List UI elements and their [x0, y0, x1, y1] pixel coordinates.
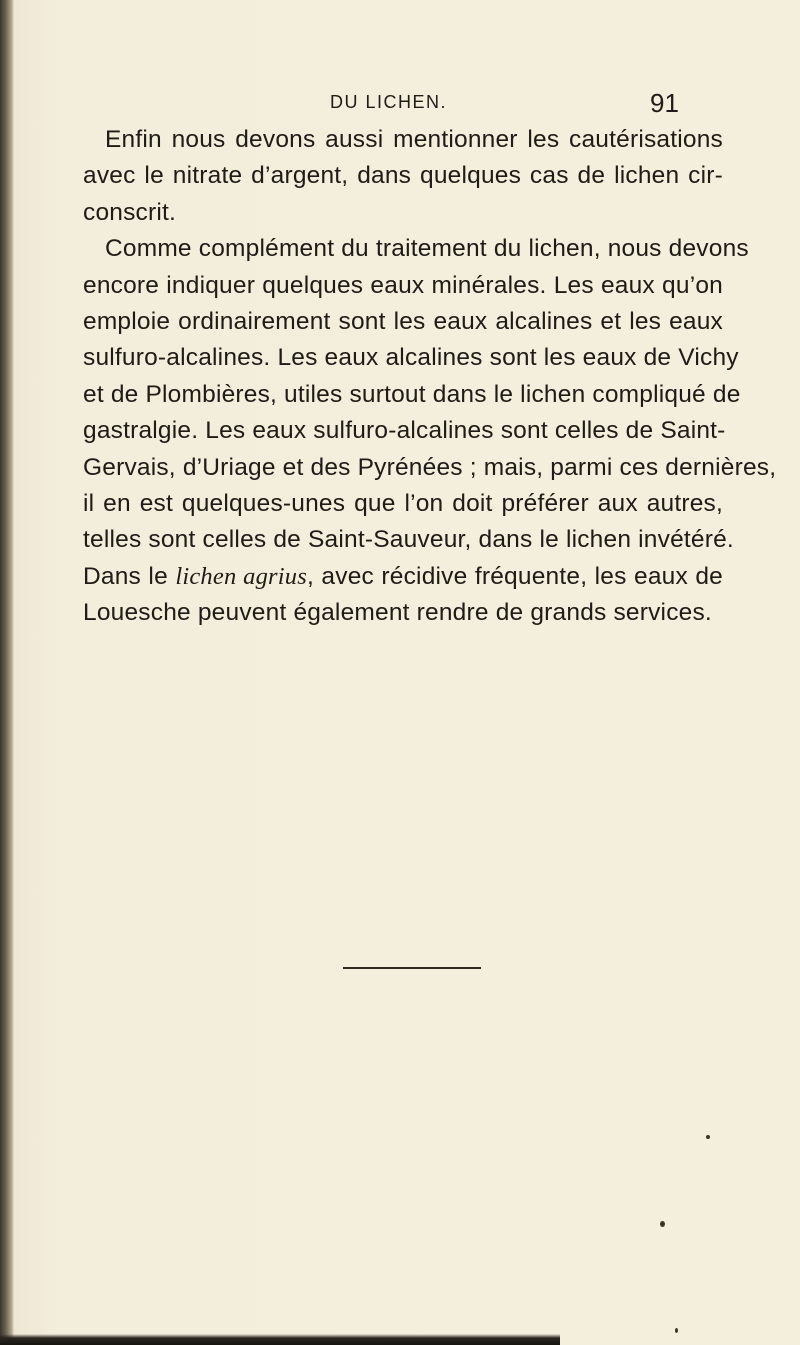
text-segment: Dans le: [83, 562, 176, 590]
running-title: DU LICHEN.: [330, 92, 448, 112]
text-line: et de Plombières, utiles surtout dans le lichen compliqué de: [83, 380, 741, 408]
text-line: Louesche peuvent également rendre de grands services.: [83, 599, 712, 627]
section-rule: [343, 967, 481, 969]
italic-term: lichen agrius: [175, 562, 307, 590]
paper-speck: [660, 1221, 665, 1227]
body-text: [83, 122, 777, 631]
text-line: gastralgie. Les eaux sulfuro-alcalines sont celles de Saint-: [83, 417, 726, 445]
page-number: 91: [650, 88, 679, 118]
text-line: Comme complément du traitement du lichen, nous devons: [105, 235, 749, 263]
page-bottom-shadow: [0, 1334, 560, 1345]
text-line-with-italic: [83, 559, 723, 595]
text-line: conscrit.: [83, 198, 177, 226]
text-line: encore indiquer quelques eaux minérales. Les eaux qu’on: [83, 271, 723, 299]
text-line: il en est quelques-unes que l’on doit préférer aux autres,: [83, 489, 723, 517]
paper-speck: [675, 1328, 678, 1333]
paper-speck: [706, 1135, 710, 1139]
text-line: sulfuro-alcalines. Les eaux alcalines sont les eaux de Vichy: [83, 344, 739, 372]
text-line: telles sont celles de Saint-Sauveur, dans le lichen invétéré.: [83, 526, 734, 554]
text-segment: , avec récidive fréquente, les eaux de: [306, 562, 723, 590]
text-line: Gervais, d’Uriage et des Pyrénées ; mais, parmi ces dernières,: [83, 453, 777, 481]
book-spine-shadow: [0, 0, 14, 1345]
text-line: avec le nitrate d’argent, dans quelques cas de lichen cir-: [83, 162, 723, 190]
text-line: Enfin nous devons aussi mentionner les cautérisations: [105, 126, 723, 153]
text-line: emploie ordinairement sont les eaux alcalines et les eaux: [83, 307, 723, 335]
